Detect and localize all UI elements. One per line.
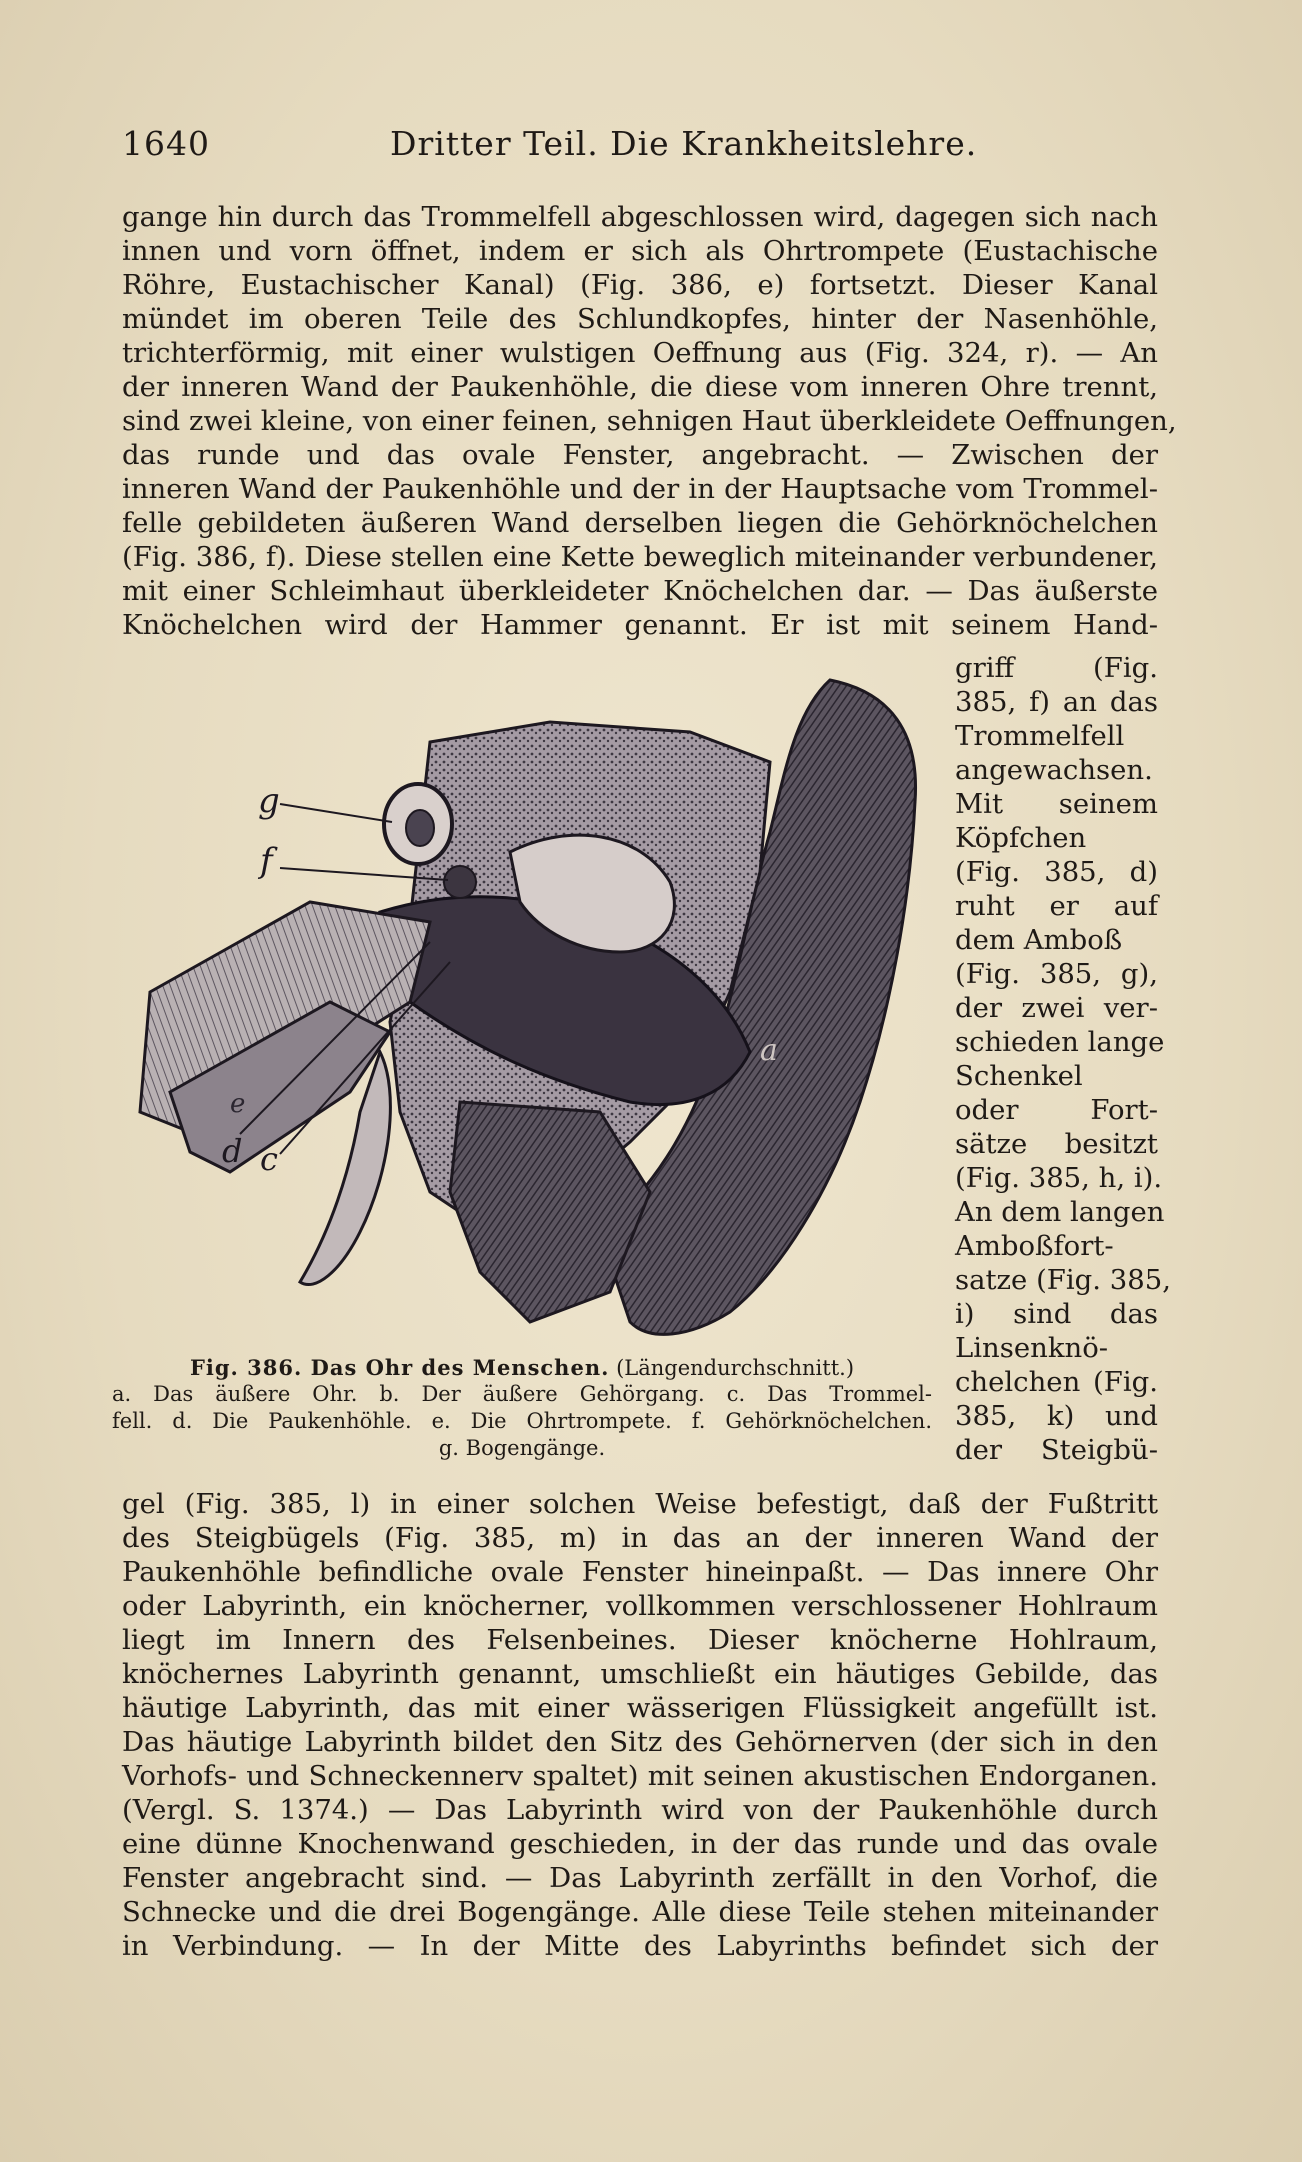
side-text-line: Mit seinem [955,788,1158,820]
side-text-line: Linsenknö- [955,1332,1109,1364]
side-text-line: satze (Fig. 385, [955,1264,1171,1296]
side-text-line: Trommelfell [955,720,1125,752]
text-line: mit einer Schleimhaut überkleideter Knöchelchen dar. — Das äußerste [122,575,1158,607]
text-line: der inneren Wand der Paukenhöhle, die diese vom inneren Ohre trennt, [122,371,1158,403]
figure-caption-line: a. Das äußere Ohr. b. Der äußere Gehörgang. c. Das Trommel- [112,1382,932,1406]
side-text-line: i) sind das [955,1298,1158,1330]
side-text-line: Köpfchen [955,822,1087,854]
text-line: Schnecke und die drei Bogengänge. Alle diese Teile stehen miteinander [122,1896,1158,1928]
text-line: felle gebildeten äußeren Wand derselben liegen die Gehörknöchelchen [122,507,1158,539]
text-line: Fenster angebracht sind. — Das Labyrinth zerfällt in den Vorhof, die [122,1862,1158,1894]
side-text-line: Amboßfort- [955,1230,1114,1262]
figure-caption-line: fell. d. Die Paukenhöhle. e. Die Ohrtrompete. f. Gehörknöchelchen. [112,1409,932,1433]
text-line: gange hin durch das Trommelfell abgeschlossen wird, dagegen sich nach [122,201,1158,233]
side-text-line: der Steigbü- [955,1434,1158,1466]
side-text-line: der zwei ver- [955,992,1158,1024]
text-line: knöchernes Labyrinth genannt, umschließt ein häutiges Gebilde, das [122,1658,1158,1690]
figure-caption-title-line [112,1354,932,1382]
page-number: 1640 [122,124,210,163]
side-text-line: 385, k) und [955,1400,1158,1432]
ossicle-shape [444,866,476,898]
text-line: eine dünne Knochenwand geschieden, in der das runde und das ovale [122,1828,1158,1860]
label-d: d [222,1132,243,1170]
side-text-line: (Fig. 385, g), [955,958,1158,990]
side-text-line: (Fig. 385, d) [955,856,1158,888]
text-line: oder Labyrinth, ein knöcherner, vollkommen verschlossener Hohlraum [122,1590,1158,1622]
text-line: innen und vorn öffnet, indem er sich als Ohrtrompete (Eustachische [122,235,1158,267]
figure-caption-subtitle: (Längendurchschnitt.) [616,1356,855,1380]
text-line: Paukenhöhle befindliche ovale Fenster hineinpaßt. — Das innere Ohr [122,1556,1158,1588]
side-text-line: Schenkel [955,1060,1083,1092]
side-text-line: 385, f) an das [955,686,1158,718]
running-title: Dritter Teil. Die Krankheitslehre. [390,124,978,163]
ear-illustration [130,672,930,1350]
side-text-line: oder Fort- [955,1094,1158,1126]
text-line: in Verbindung. — In der Mitte des Labyrinths befindet sich der [122,1930,1158,1962]
text-line: (Vergl. S. 1374.) — Das Labyrinth wird von der Paukenhöhle durch [122,1794,1158,1826]
side-text-line: chelchen (Fig. [955,1366,1158,1398]
label-c: c [260,1140,278,1178]
text-line: gel (Fig. 385, l) in einer solchen Weise befestigt, daß der Fußtritt [122,1488,1158,1520]
text-line: (Fig. 386, f). Diese stellen eine Kette beweglich miteinander verbundener, [122,541,1158,573]
text-line: des Steigbügels (Fig. 385, m) in das an der inneren Wand der [122,1522,1158,1554]
side-text-line: dem Amboß [955,924,1123,956]
text-line: trichterförmig, mit einer wulstigen Oeffnung aus (Fig. 324, r). — An [122,337,1158,369]
text-line: Vorhofs- und Schneckennerv spaltet) mit seinen akustischen Endorganen. [122,1760,1158,1792]
side-text-line: sätze besitzt [955,1128,1158,1160]
side-text-line: schieden lange [955,1026,1165,1058]
page-header [122,124,1162,168]
text-line: das runde und das ovale Fenster, angebracht. — Zwischen der [122,439,1158,471]
side-text-line: angewachsen. [955,754,1153,786]
label-e: e [230,1089,246,1119]
label-g: g [258,781,280,821]
side-text-line: (Fig. 385, h, i). [955,1162,1163,1194]
label-f: f [260,841,273,881]
label-a: a [760,1033,778,1068]
side-text-line: griff (Fig. [955,652,1158,684]
text-line: inneren Wand der Paukenhöhle und der in der Hauptsache vom Trommel- [122,473,1158,505]
text-line: liegt im Innern des Felsenbeines. Dieser knöcherne Hohlraum, [122,1624,1158,1656]
text-line: Röhre, Eustachischer Kanal) (Fig. 386, e) fortsetzt. Dieser Kanal [122,269,1158,301]
text-line: Das häutige Labyrinth bildet den Sitz des Gehörnerven (der sich in den [122,1726,1158,1758]
text-line: sind zwei kleine, von einer feinen, sehnigen Haut überkleidete Oeffnungen, [122,405,1177,437]
side-text-line: An dem langen [955,1196,1165,1228]
text-line: Knöchelchen wird der Hammer genannt. Er ist mit seinem Hand- [122,609,1158,641]
figure-caption-title: Fig. 386. Das Ohr des Menschen. [189,1355,610,1380]
ear-cross-section-figure [130,672,930,1350]
figure-caption-line: g. Bogengänge. [438,1436,606,1460]
text-line: mündet im oberen Teile des Schlundkopfes, hinter der Nasenhöhle, [122,303,1158,335]
side-text-line: ruht er auf [955,890,1158,922]
text-line: häutige Labyrinth, das mit einer wässerigen Flüssigkeit angefüllt ist. [122,1692,1158,1724]
